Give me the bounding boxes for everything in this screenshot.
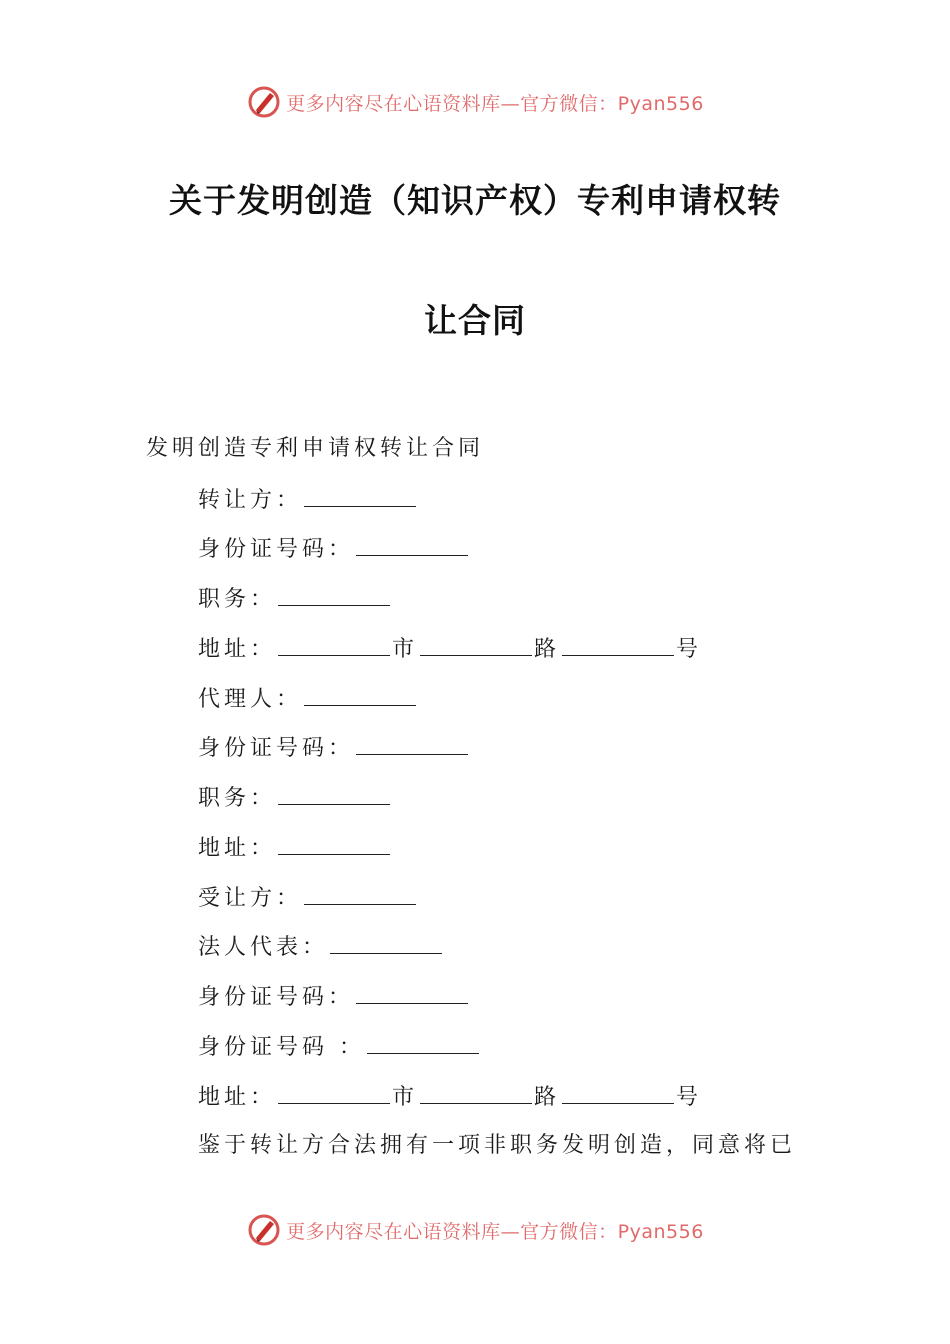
banner-text: 更多内容尽在心语资料库—官方微信：Pyan556 (286, 1220, 704, 1243)
header-banner (0, 80, 950, 124)
contract-heading: 发明创造专利申请权转让合同 (146, 436, 485, 461)
transferee-id-field: 身份证号码： (198, 981, 470, 1013)
transferor-field: 转让方： (198, 484, 418, 516)
transferee-id-blank-2[interactable] (367, 1031, 479, 1054)
transferor-position-blank[interactable] (278, 583, 390, 606)
recital-paragraph: 鉴于转让方合法拥有一项非职务发明创造，同意将已 (198, 1133, 797, 1158)
transferee-id-blank[interactable] (356, 981, 468, 1004)
transferee-road-blank[interactable] (420, 1081, 532, 1104)
transferor-city-blank[interactable] (278, 633, 390, 656)
agent-field: 代理人： (198, 683, 418, 715)
transferor-address-field: 地址： 市 路 号 (198, 633, 702, 665)
transferor-id-blank[interactable] (356, 533, 468, 556)
transferee-id-field-2: 身份证号码 ： (198, 1031, 481, 1063)
transferor-road-blank[interactable] (420, 633, 532, 656)
footer-banner (0, 1208, 950, 1252)
agent-position-field: 职务： (198, 782, 392, 814)
transferee-address-field: 地址： 市 路 号 (198, 1081, 702, 1113)
transferor-blank[interactable] (304, 484, 416, 507)
transferor-position-field: 职务： (198, 583, 392, 615)
agent-blank[interactable] (304, 683, 416, 706)
document-title-line-1: 关于发明创造（知识产权）专利申请权转 (169, 181, 781, 220)
transferee-blank[interactable] (304, 882, 416, 905)
agent-id-field: 身份证号码： (198, 732, 470, 764)
banner-text: 更多内容尽在心语资料库—官方微信：Pyan556 (286, 92, 704, 115)
agent-position-blank[interactable] (278, 782, 390, 805)
transferor-number-blank[interactable] (562, 633, 674, 656)
legal-rep-blank[interactable] (330, 931, 442, 954)
agent-id-blank[interactable] (356, 732, 468, 755)
agent-address-blank[interactable] (278, 832, 390, 855)
transferor-id-field: 身份证号码： (198, 533, 470, 565)
pen-in-circle-icon (246, 84, 282, 120)
document-title-line-2: 让合同 (424, 301, 526, 340)
transferee-field: 受让方： (198, 882, 418, 914)
legal-rep-field: 法人代表： (198, 931, 444, 963)
transferee-number-blank[interactable] (562, 1081, 674, 1104)
transferee-city-blank[interactable] (278, 1081, 390, 1104)
agent-address-field: 地址： (198, 832, 392, 864)
pen-in-circle-icon (246, 1212, 282, 1248)
